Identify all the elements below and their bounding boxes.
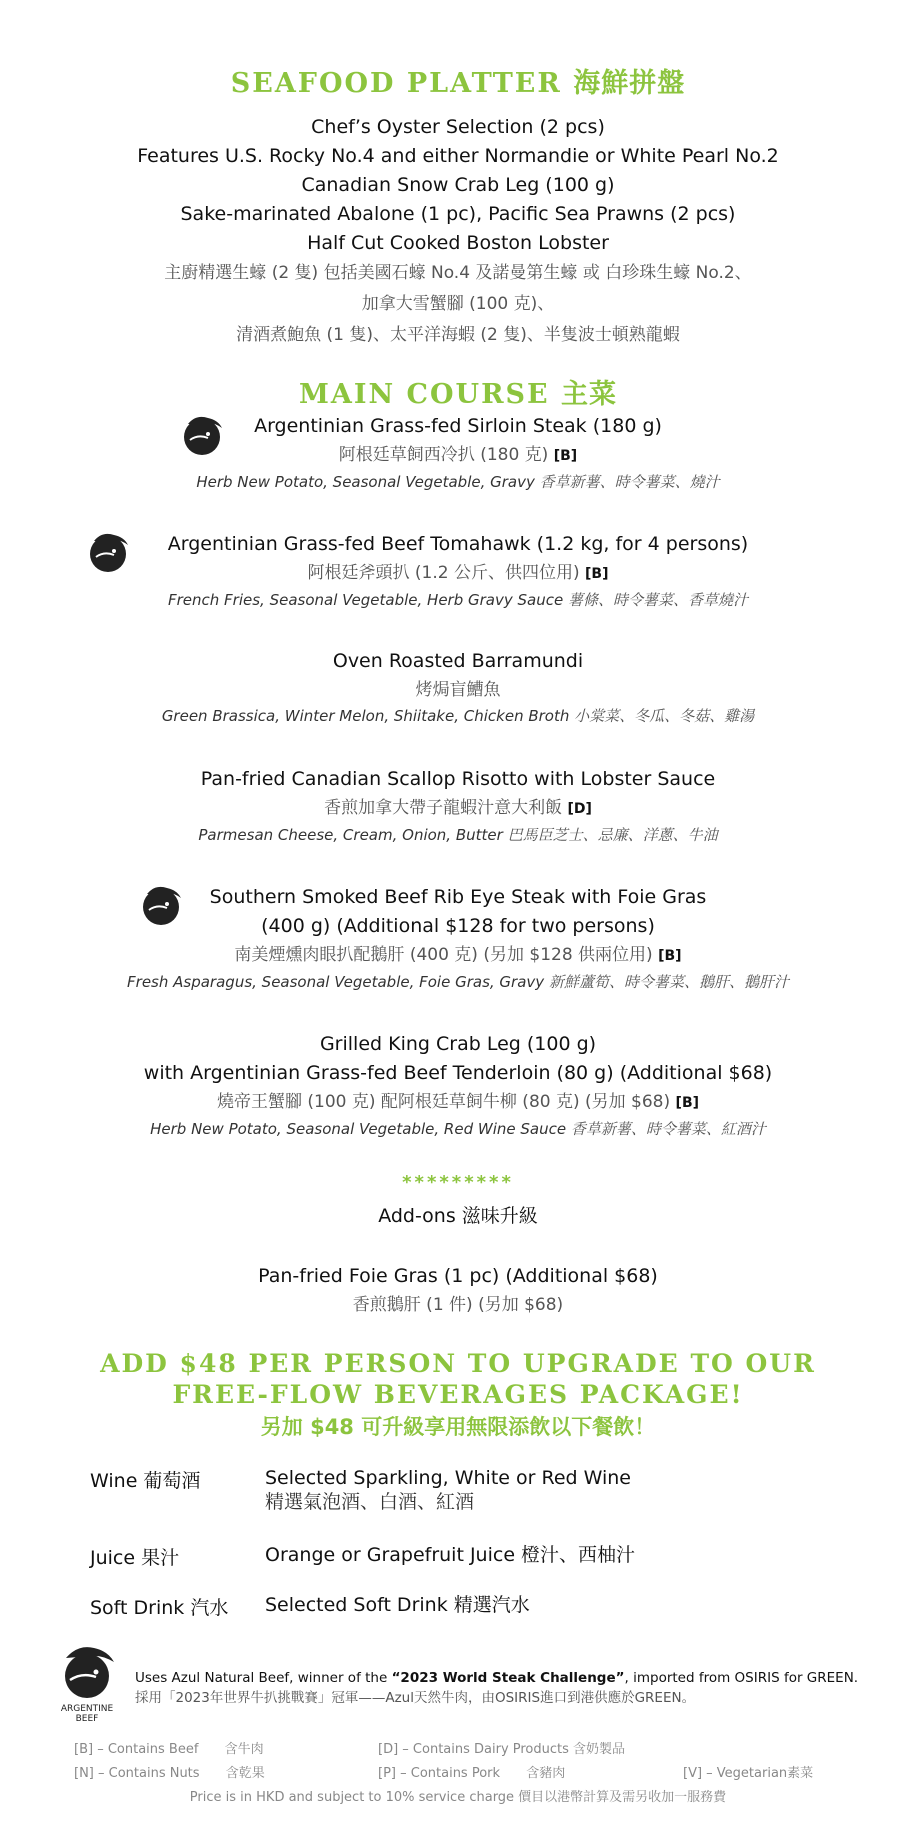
seafood-description	[0, 113, 916, 351]
legend-zh: 含豬肉	[526, 1766, 566, 1781]
legend-code: [D] – Contains Dairy Products	[378, 1742, 569, 1757]
legend-code: [P] – Contains Pork	[378, 1766, 501, 1781]
beverage-title-line2: FREE-FLOW BEVERAGES PACKAGE!	[172, 1380, 744, 1409]
main-course-title	[0, 377, 916, 413]
item-desc-zh: 香草新薯、時令薯菜、燒汁	[539, 473, 720, 491]
beverage-label: Juice 果汁	[90, 1547, 180, 1569]
seafood-line: Half Cut Cooked Boston Lobster	[307, 232, 609, 254]
beverage-title-zh: 另加 $48 可升級享用無限添飲以下餐飲！	[260, 1415, 656, 1439]
item-name-en-2: (400 g) (Additional $128 for two persons)	[261, 915, 655, 937]
legend-code: [N] – Contains Nuts	[74, 1766, 200, 1781]
item-desc-en: Herb New Potato, Seasonal Vegetable, Gravy	[196, 473, 535, 491]
allergen-tag: [D]	[567, 801, 592, 817]
azul-note-en-bold: “2023 World Steak Challenge”	[391, 1670, 625, 1686]
legend-nuts	[74, 1762, 265, 1781]
azul-note-en-1: Uses Azul Natural Beef, winner of the	[135, 1670, 392, 1686]
addon-name-zh: 香煎鵝肝 (1 件) (另加 $68)	[352, 1295, 564, 1315]
item-desc-zh: 薯條、時令薯菜、香草燒汁	[567, 591, 748, 609]
menu-item-scallop-risotto	[0, 765, 916, 847]
seafood-line: Chef’s Oyster Selection (2 pcs)	[311, 116, 605, 138]
beverage-label: Soft Drink 汽水	[90, 1597, 229, 1619]
item-desc-en: Herb New Potato, Seasonal Vegetable, Red Wine Sauce	[150, 1120, 567, 1138]
item-name-zh: 南美煙燻肉眼扒配鵝肝 (400 克) (另加 $128 供兩位用)	[234, 945, 653, 965]
legend-zh: 含乾果	[225, 1766, 265, 1781]
legend-beef	[74, 1738, 264, 1757]
item-name-zh: 阿根廷斧頭扒 (1.2 公斤、供四位用)	[307, 563, 580, 583]
beverage-value-en: Selected Soft Drink 精選汽水	[265, 1594, 530, 1616]
legend-vegetarian	[683, 1762, 813, 1781]
item-desc-zh: 香草新薯、時令薯菜、紅酒汁	[570, 1120, 766, 1138]
addon-name-en: Pan-fried Foie Gras (1 pc) (Additional $68)	[258, 1265, 658, 1287]
menu-item-rib-eye	[0, 883, 916, 994]
logo-text: ARGENTINE BEEF	[60, 1704, 114, 1724]
azul-beef-note	[135, 1668, 895, 1708]
item-desc-en: Green Brassica, Winter Melon, Shiitake, Chicken Broth	[161, 707, 570, 725]
menu-item-king-crab	[0, 1030, 916, 1141]
item-name-zh: 烤焗盲鰽魚	[415, 680, 501, 700]
beverage-label: Wine 葡萄酒	[90, 1470, 201, 1492]
beverage-title	[0, 1348, 916, 1410]
seafood-line-zh: 主廚精選生蠔 (2 隻) 包括美國石蠔 No.4 及諾曼第生蠔 或 白珍珠生蠔 No.2、	[164, 263, 752, 283]
beverage-value-zh: 精選氣泡酒、白酒、紅酒	[265, 1491, 475, 1513]
seafood-title-zh: 海鮮拼盤	[573, 68, 686, 99]
addon-foie-gras	[0, 1262, 916, 1319]
seafood-title	[0, 66, 916, 102]
item-desc-en: Fresh Asparagus, Seasonal Vegetable, Foie Gras, Gravy	[127, 973, 545, 991]
allergen-tag: [B]	[585, 566, 609, 582]
addons-title: Add-ons 滋味升級	[378, 1205, 538, 1227]
item-desc-zh: 小棠菜、冬瓜、冬菇、雞湯	[574, 707, 755, 725]
seafood-line: Features U.S. Rocky No.4 and either Normandie or White Pearl No.2	[137, 145, 779, 167]
item-name-en: Pan-fried Canadian Scallop Risotto with Lobster Sauce	[200, 768, 716, 790]
item-name-en: Oven Roasted Barramundi	[332, 650, 584, 672]
item-name-en: Argentinian Grass-fed Beef Tomahawk (1.2 kg, for 4 persons)	[167, 533, 749, 555]
beverage-title-line1: ADD $48 PER PERSON TO UPGRADE TO OUR	[100, 1349, 816, 1378]
beverage-value-en: Orange or Grapefruit Juice 橙汁、西柚汁	[265, 1544, 636, 1566]
menu-item-barramundi	[0, 647, 916, 728]
main-course-title-zh: 主菜	[561, 379, 618, 410]
legend-code: [B] – Contains Beef	[74, 1742, 199, 1757]
beverage-value-en: Selected Sparkling, White or Red Wine	[265, 1467, 632, 1489]
item-desc-zh: 新鮮蘆筍、時令薯菜、鵝肝、鵝肝汁	[548, 973, 789, 991]
item-name-en: Grilled King Crab Leg (100 g)	[319, 1033, 597, 1055]
item-name-zh: 阿根廷草飼西冷扒 (180 克)	[338, 445, 549, 465]
section-divider-stars: *********	[402, 1172, 514, 1193]
legend-zh: 含奶製品	[573, 1742, 626, 1757]
price-note: Price is in HKD and subject to 10% service charge 價目以港幣計算及需另收加一服務費	[189, 1790, 727, 1805]
item-desc-en: French Fries, Seasonal Vegetable, Herb Gravy Sauce	[167, 591, 564, 609]
item-desc-zh: 巴馬臣芝士、忌廉、洋蔥、牛油	[507, 826, 718, 844]
argentine-beef-logo	[52, 1642, 122, 1724]
allergen-tag: [B]	[658, 948, 682, 964]
legend-zh: 含牛肉	[224, 1742, 264, 1757]
legend-dairy	[378, 1738, 625, 1757]
allergen-tag: [B]	[675, 1095, 700, 1111]
allergen-tag: [B]	[553, 448, 578, 464]
seafood-title-en: SEAFOOD PLATTER	[230, 68, 562, 99]
seafood-line-zh: 清酒煮鮑魚 (1 隻)、太平洋海蝦 (2 隻)、半隻波士頓熟龍蝦	[236, 325, 680, 345]
menu-item-tomahawk	[0, 530, 916, 612]
item-name-en: Argentinian Grass-fed Sirloin Steak (180 g)	[254, 415, 662, 437]
beverage-row-juice	[90, 1543, 850, 1573]
azul-note-zh: 採用「2023年世界牛扒挑戰賽」冠軍——Azul天然牛肉，由OSIRIS進口到港供應於GREEN。	[135, 1690, 696, 1706]
item-desc-en: Parmesan Cheese, Cream, Onion, Butter	[198, 826, 503, 844]
beverage-row-soft-drink	[90, 1593, 850, 1623]
main-course-title-en: MAIN COURSE	[298, 379, 550, 410]
item-name-zh: 香煎加拿大帶子龍蝦汁意大利飯	[324, 798, 563, 818]
seafood-line: Canadian Snow Crab Leg (100 g)	[301, 174, 615, 196]
item-name-en: Southern Smoked Beef Rib Eye Steak with Foie Gras	[209, 886, 707, 908]
legend-code: [V] – Vegetarian	[683, 1766, 788, 1781]
legend-pork	[378, 1762, 565, 1781]
azul-note-en-2: , imported from OSIRIS for GREEN.	[624, 1670, 859, 1686]
legend-zh: 素菜	[787, 1766, 814, 1781]
menu-item-sirloin	[0, 412, 916, 494]
bull-logo-icon	[56, 1642, 118, 1700]
seafood-line: Sake-marinated Abalone (1 pc), Pacific Sea Prawns (2 pcs)	[180, 203, 736, 225]
beverage-row-wine	[90, 1466, 850, 1518]
item-name-zh: 燒帝王蟹腳 (100 克) 配阿根廷草飼牛柳 (80 克) (另加 $68)	[216, 1092, 671, 1112]
seafood-line-zh: 加拿大雪蟹腳 (100 克)、	[361, 294, 555, 314]
item-name-en-2: with Argentinian Grass-fed Beef Tenderloin (80 g) (Additional $68)	[143, 1062, 773, 1084]
